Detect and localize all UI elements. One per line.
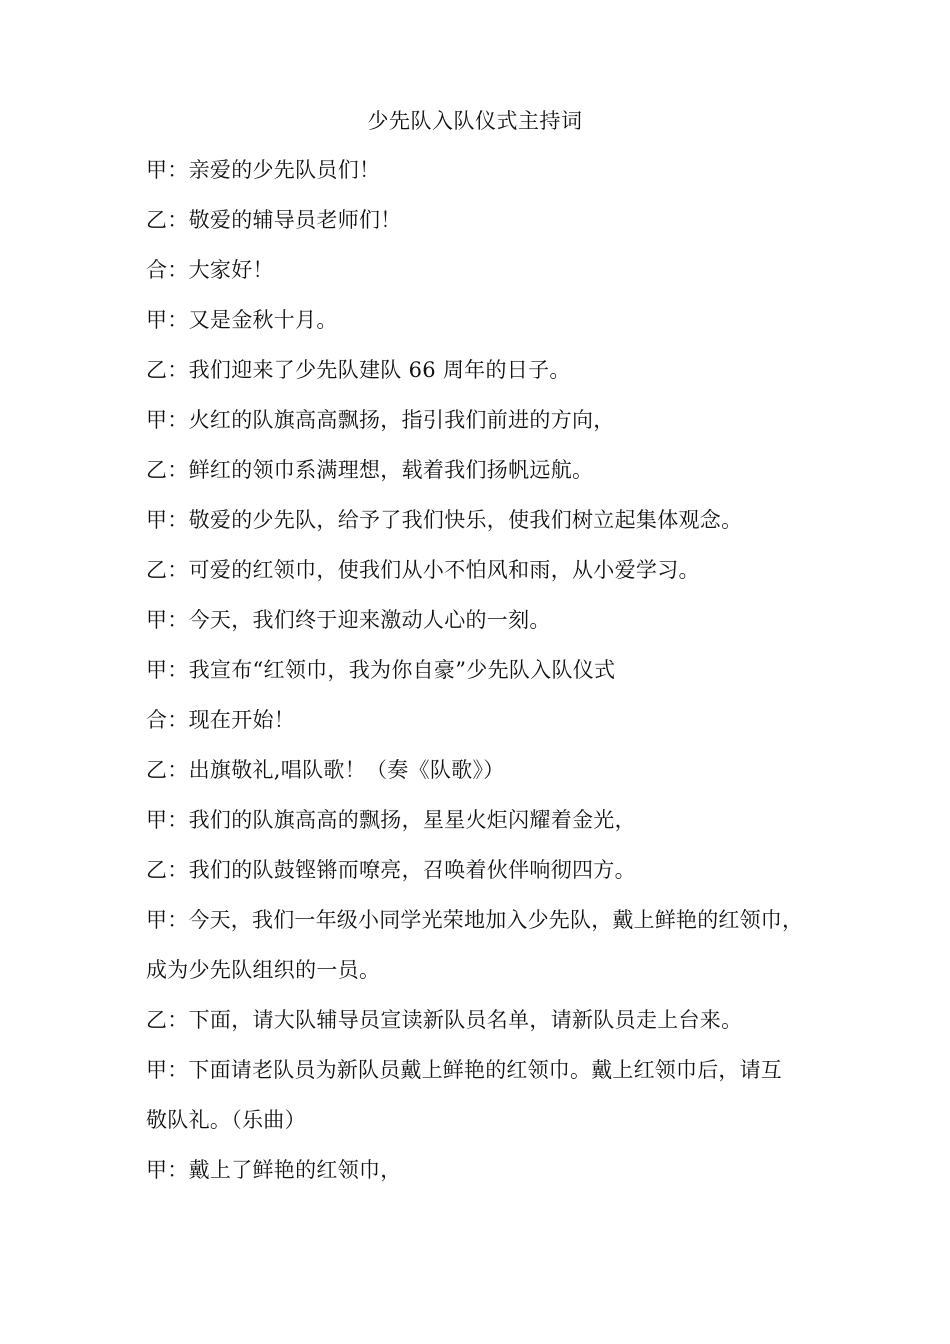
- text-line: 乙：鲜红的领巾系满理想，载着我们扬帆远航。: [146, 458, 594, 482]
- document-body: [146, 155, 826, 1205]
- text-line: 甲：又是金秋十月。: [146, 308, 338, 332]
- text-line: 乙：下面，请大队辅导员宣读新队员名单，请新队员走上台来。: [146, 1008, 743, 1032]
- text-line: 合：现在开始！: [146, 708, 296, 732]
- text-line: 乙：我们的队鼓铿锵而嘹亮，召唤着伙伴响彻四方。: [146, 858, 636, 882]
- text-line: 甲：今天，我们一年级小同学光荣地加入少先队，戴上鲜艳的红领巾，: [146, 908, 804, 932]
- text-line: 敬队礼。（乐曲）: [146, 1108, 306, 1132]
- text-line: 合：大家好！: [146, 258, 274, 282]
- text-line: 甲：今天，我们终于迎来激动人心的一刻。: [146, 608, 551, 632]
- text-line: 乙：敬爱的辅导员老师们！: [146, 208, 402, 232]
- text-line: 甲：我们的队旗高高的飘扬，星星火炬闪耀着金光，: [146, 808, 636, 832]
- text-line: 甲：戴上了鲜艳的红领巾，: [146, 1158, 402, 1182]
- text-line: 甲：火红的队旗高高飘扬，指引我们前进的方向，: [146, 408, 615, 432]
- text-line: 乙：可爱的红领巾，使我们从小不怕风和雨，从小爱学习。: [146, 558, 700, 582]
- text-line: 甲：下面请老队员为新队员戴上鲜艳的红领巾。戴上红领巾后，请互: [146, 1058, 782, 1082]
- text-line: 甲：敬爱的少先队，给予了我们快乐，使我们树立起集体观念。: [146, 508, 743, 532]
- text-line: 乙：出旗敬礼,唱队歌！（奏《队歌》）: [146, 758, 505, 782]
- text-line: 甲：亲爱的少先队员们！: [146, 158, 381, 182]
- document-title: 少先队入队仪式主持词: [367, 109, 583, 133]
- text-line: 成为少先队组织的一员。: [146, 958, 381, 982]
- text-line: 甲：我宣布“红领巾，我为你自豪”少先队入队仪式: [146, 658, 616, 682]
- text-line: 乙：我们迎来了少先队建队 66 周年的日子。: [146, 358, 571, 382]
